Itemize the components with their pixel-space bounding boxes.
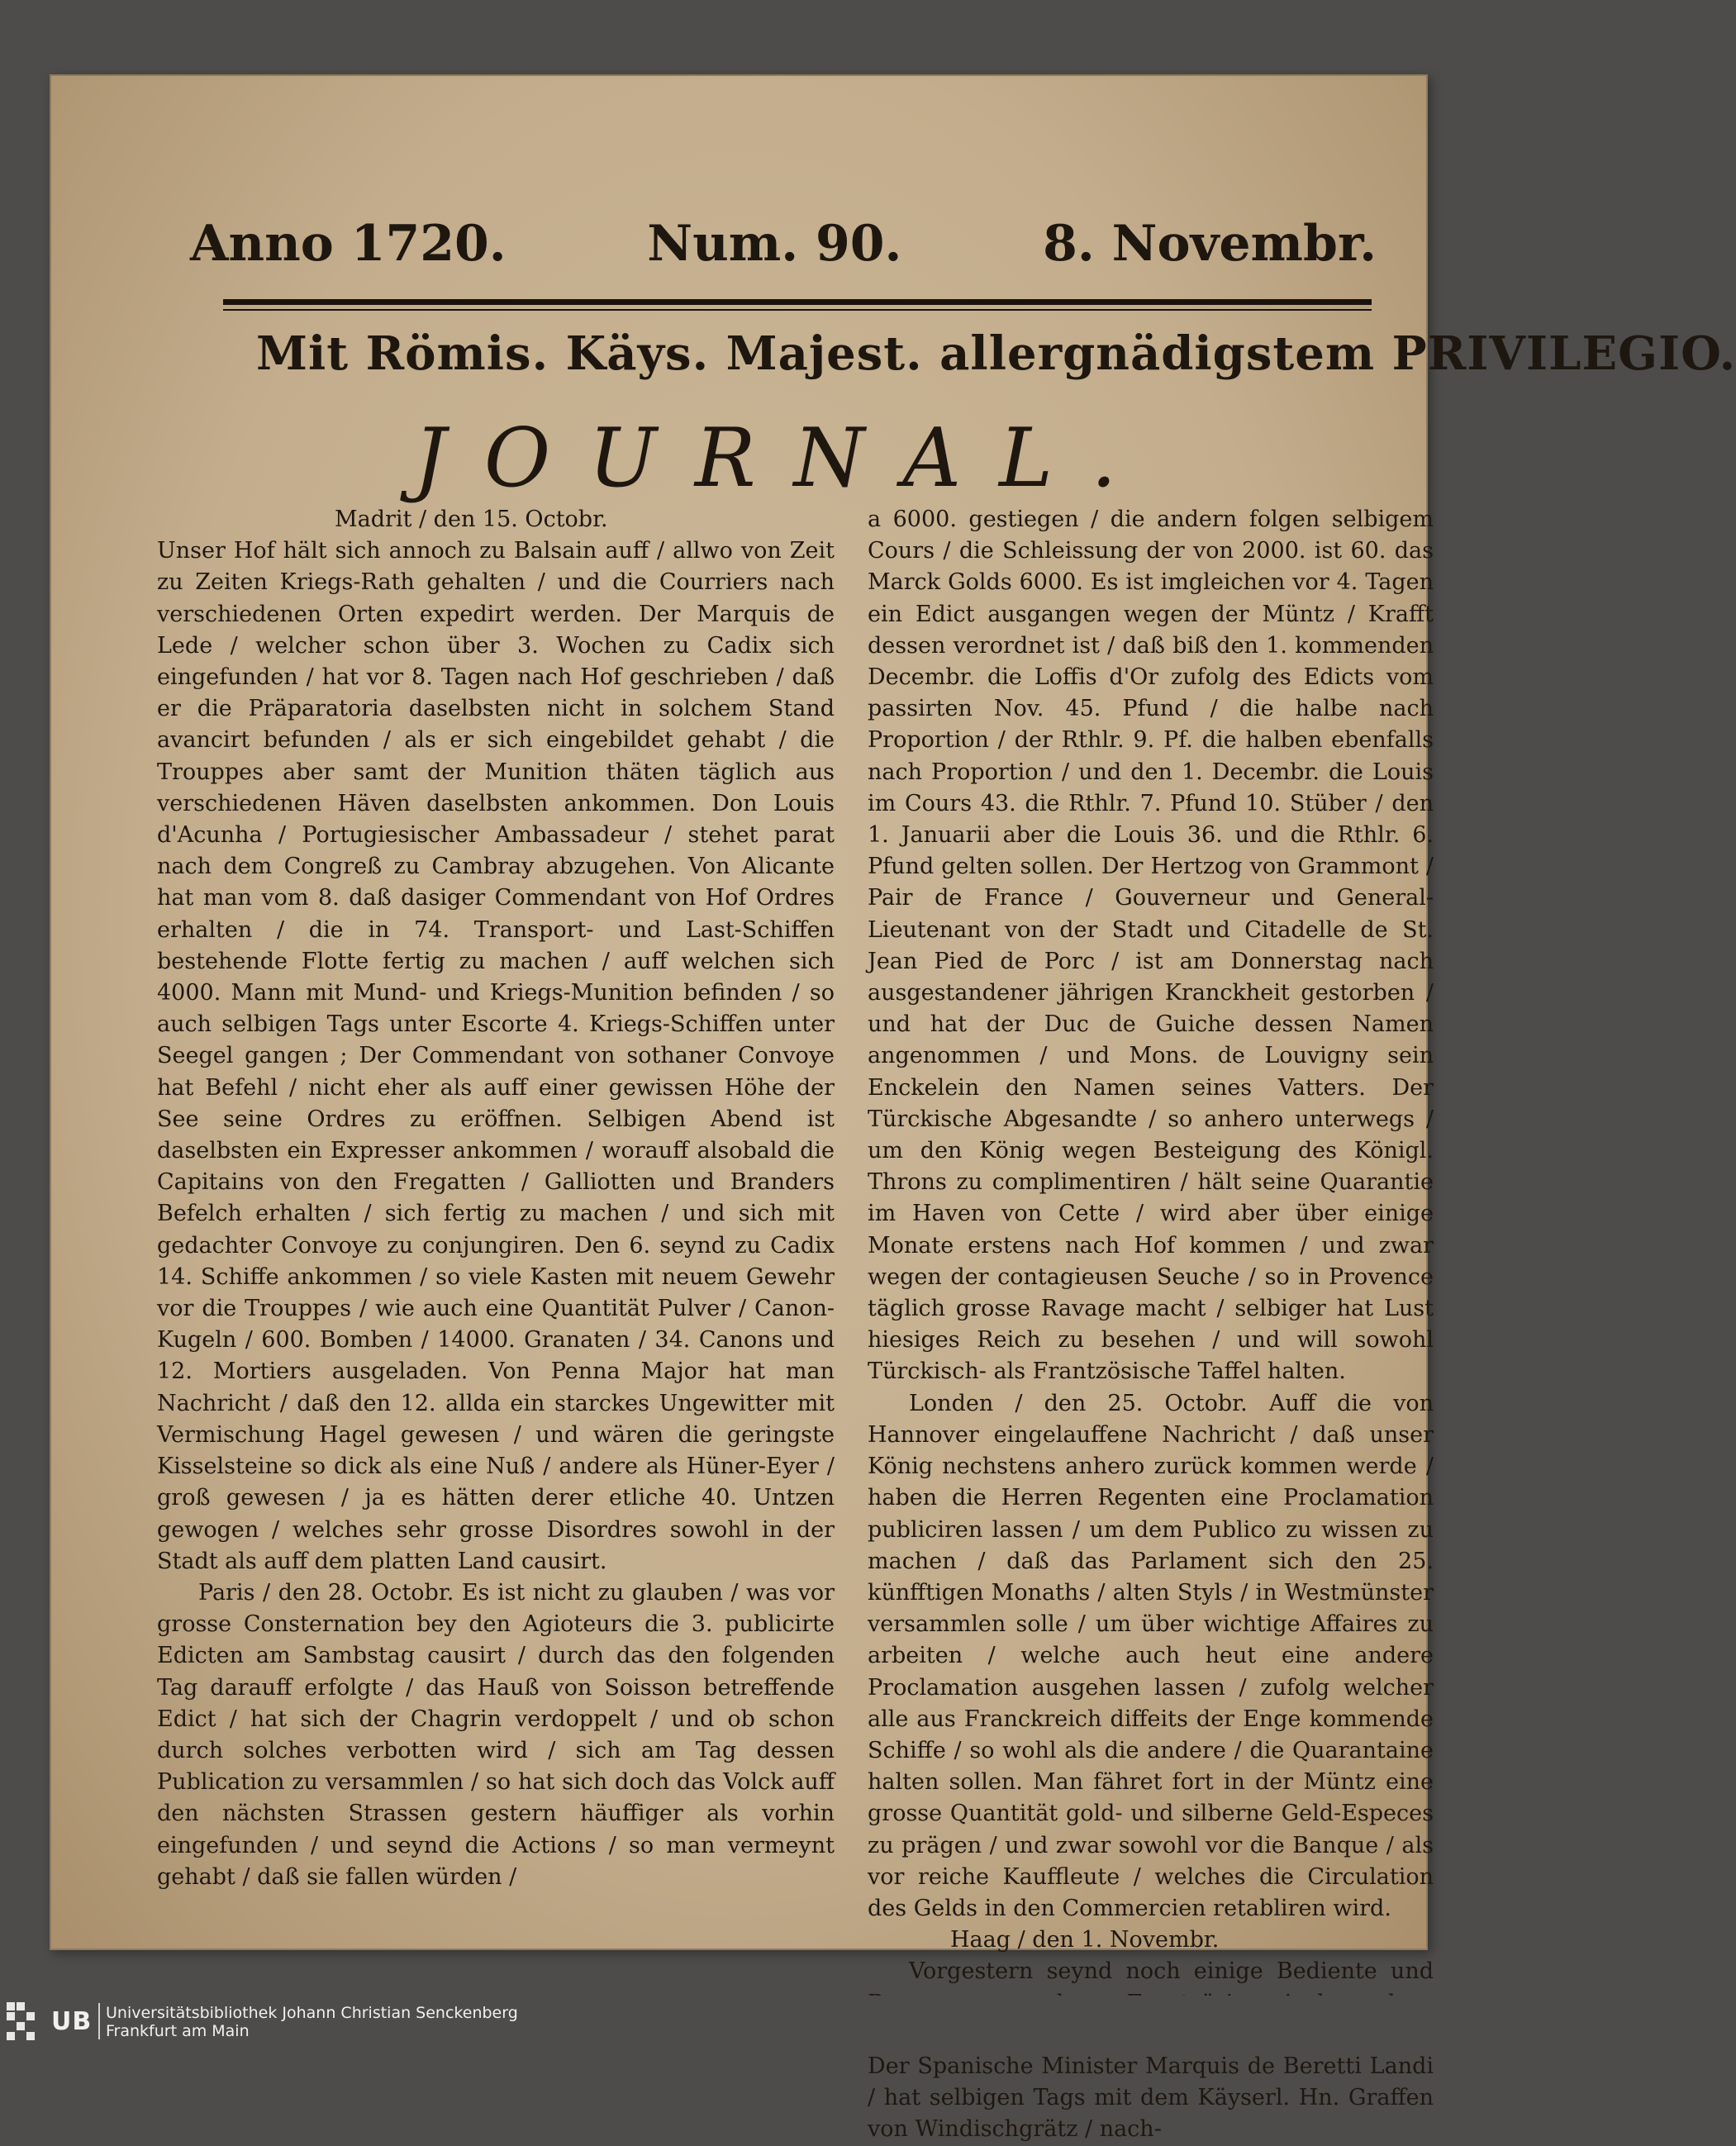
issue-header <box>190 165 1377 273</box>
logo-separator <box>98 2003 100 2039</box>
issue-year: Anno 1720. <box>190 215 507 273</box>
ub-logo-mark-icon <box>7 2002 45 2040</box>
header-divider-thick <box>223 299 1372 305</box>
masthead-title: JOURNAL. <box>413 412 1155 506</box>
ub-logo-text: UB <box>51 2006 93 2036</box>
left-column <box>157 504 835 1890</box>
right-column <box>868 504 1434 2143</box>
header-divider-thin <box>223 309 1372 311</box>
ub-logo <box>7 2002 100 2040</box>
library-footer <box>0 1996 1653 2047</box>
dateline-haag: Haag / den 1. Novembr. <box>950 1927 1220 1953</box>
issue-date: 8. Novembr. <box>1043 215 1377 273</box>
dateline-madrid: Madrit / den 15. Octobr. <box>335 507 608 532</box>
library-name-line-2: Frankfurt am Main <box>106 2022 250 2040</box>
library-name <box>106 2004 518 2040</box>
article-haag: Vorgestern seynd noch einige Bediente und Der Spanische Minister Marquis de Beretti Landi / hat selbigen Tags mit dem Käyserl. Hn. Graffen von Windischgrätz / nach- <box>868 1958 1434 2143</box>
article-paris-continued: a 6000. gestiegen / die andern folgen selbigem Cours / die Schleissung der von 2000. ist 60. das Marck Golds 6000. Es ist imgleichen vor 4. Tagen ein Edict ausgangen wegen der Müntz / Krafft dessen verordnet ist / daß biß den 1. kommenden Decembr. die Loffis d'Or zufolg des Edicts vom passirten Nov. 45. Pfund / die halbe nach Proportion / der Rthlr. 9. Pf. die halben ebenfalls nach Proportion / und den 1. Decembr. die Louis im Cours 43. die Rthlr. 7. Pfund 10. Stüber / den 1. Januarii aber die Louis 36. und die Rthlr. 6. Pfund gelten sollen. Der Hertzog von Grammont / Pair de France / Gouverneur und General-Lieutenant von der Stadt und Citadelle de St. Jean Pied de Porc / ist am Donnerstag nach ausgestandener jährigen Kranckheit gestorben / und hat der Duc de Guiche dessen Namen angenommen / und Mons. de Louvigny sein Enckelein den Namen seines Vatters. Der Türckische Abgesandte / so anhero unterwegs / um den König wegen Besteigung des Königl. Throns zu complimentiren / hält seine Quarantie im Haven von Cette / wird aber über einige Monate erstens nach Hof kommen / und zwar wegen der contagieusen Seuche / so in Provence täglich grosse Ravage macht / selbiger hat Lust hiesiges Reich zu besehen / und will sowohl Türckisch- als Frantzösische Taffel halten. <box>868 507 1434 1385</box>
article-paris: Paris / den 28. Octobr. Es ist nicht zu glauben / was vor grosse Consternation bey den Agioteurs die 3. publicirte Edicten am Sambstag causirt / durch das den folgenden Tag darauff erfolgte / das Hauß von Soisson betreffende Edict / hat sich der Chagrin verdoppelt / und ob schon durch solches verbotten wird / sich am Tag dessen Publication zu versammlen / so hat sich doch das Volck auff den nächsten Strassen gestern häuffiger als vorhin eingefunden / und seynd die Actions / so man vermeynt gehabt / daß sie fallen würden / <box>157 1579 835 1890</box>
article-london: Londen / den 25. Octobr. Auff die von Hannover eingelauffene Nachricht / daß unser König nechstens anhero zurück kommen werde / haben die Herren Regenten eine Proclamation publiciren lassen / um dem Publico zu wissen zu machen / daß das Parlament sich den 25. künfftigen Monaths / alten Styls / in Westmünster versammlen solle / um über wichtige Affaires zu arbeiten / welche auch heut eine andere Proclamation ausgehen lassen / zufolg welcher alle aus Franckreich diffeits der Enge kommende Schiffe / so wohl als die andere / die Quarantaine halten sollen. Man fähret fort in der Müntz eine grosse Quantität gold- und silberne Geld-Especes zu prägen / und zwar sowohl vor die Banque / als vor reiche Kauffleute / welches die Circulation des Gelds in den Commercien retabliren wird. <box>868 1390 1434 1921</box>
issue-number: Num. 90. <box>647 215 902 273</box>
library-name-line-1: Universitätsbibliothek Johann Christian Senckenberg <box>106 2004 518 2022</box>
privilege-line: Mit Römis. Käys. Majest. allergnädigstem PRIVILEGIO. <box>256 326 1736 381</box>
article-madrid: Unser Hof hält sich annoch zu Balsain auff / allwo von Zeit zu Zeiten Kriegs-Rath gehalten / und die Courriers nach verschiedenen Orten expedirt werden. Der Marquis de Lede / welcher schon über 3. Wochen zu Cadix sich eingefunden / hat vor 8. Tagen nach Hof geschrieben / daß er die Präparatoria daselbsten nicht in solchem Stand avancirt befunden / als er sich eingebildet gehabt / die Trouppes aber samt der Munition thäten täglich aus verschiedenen Häven daselbsten ankommen. Don Louis d'Acunha / Portugiesischer Ambassadeur / stehet parat nach dem Congreß zu Cambray abzugehen. Von Alicante hat man vom 8. daß dasiger Commendant von Hof Ordres erhalten / die in 74. Transport- und Last-Schiffen bestehende Flotte fertig zu machen / auff welchen sich 4000. Mann mit Mund- und Kriegs-Munition befinden / so auch selbigen Tags unter Escorte 4. Kriegs-Schiffen unter Seegel gangen ; Der Commendant von sothaner Convoye hat Befehl / nicht eher als auff einer gewissen Höhe der See seine Ordres zu eröffnen. Selbigen Abend ist daselbsten ein Expresser ankommen / worauff alsobald die Capitains von den Fregatten / Galliotten und Branders Befelch erhalten / sich fertig zu machen / und sich mit gedachter Convoye zu conjungiren. Den 6. seynd zu Cadix 14. Schiffe ankommen / so viele Kasten mit neuem Gewehr vor die Trouppes / wie auch eine Quantität Pulver / Canon-Kugeln / 600. Bomben / 14000. Granaten / 34. Canons und 12. Mortiers ausgeladen. Von Penna Major hat man Nachricht / daß den 12. allda ein starckes Ungewitter mit Vermischung Hagel gewesen / und wären die geringste Kisselsteine so dick als eine Nuß / andere als Hüner-Eyer / groß gewesen / ja es hätten derer etliche 40. Untzen gewogen / welches sehr grosse Disordres sowohl in der Stadt als auff dem platten Land causirt. <box>157 538 835 1574</box>
